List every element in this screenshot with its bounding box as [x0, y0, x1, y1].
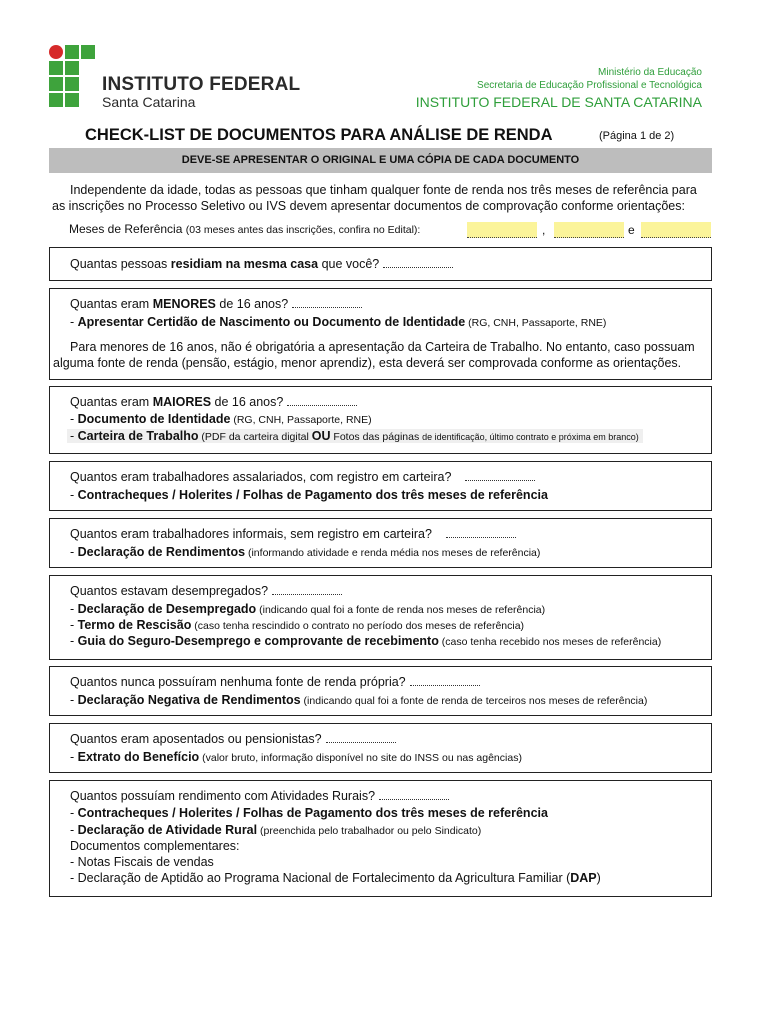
document-name: Termo de Rescisão — [77, 618, 192, 632]
required-document — [70, 315, 606, 329]
question-informal — [70, 527, 516, 541]
required-document — [70, 693, 647, 707]
institute-campus: Santa Catarina — [102, 94, 196, 110]
required-document — [70, 823, 481, 837]
question-text: Quantos nunca possuíram nenhuma fonte de renda própria? — [70, 675, 406, 689]
question-unemployed — [70, 584, 342, 598]
bullet-dash: - — [70, 315, 78, 329]
section-rural — [49, 780, 712, 897]
logo-square — [65, 45, 79, 59]
question-emphasis: MENORES — [152, 297, 216, 311]
question-emphasis: residiam na mesma casa — [170, 257, 319, 271]
logo-red-dot — [49, 45, 63, 59]
question-text: Quantos estavam desempregados? — [70, 584, 269, 598]
intro-text: Independente da idade, todas as pessoas que tinham qualquer fonte de renda nos três meses de referência para as inscrições no Processo Seletivo ou IVS devem apresentar documentos de comprovação conforme orientações: — [52, 183, 697, 213]
logo-square — [65, 93, 79, 107]
minors-note-paragraph: Para menores de 16 anos, não é obrigatória a apresentação da Carteira de Trabalho. No entanto, caso possuam alguma fonte de renda (pensão, estágio, menor aprendiz), esta deverá ser comprovada conforme as orientações. — [53, 340, 695, 370]
logo-square — [65, 61, 79, 75]
months-label: Meses de Referência — [69, 222, 183, 236]
document-note: de identificação, último contrato e próxima em branco) — [422, 432, 639, 442]
question-text: Quantos eram trabalhadores informais, sem registro em carteira? — [70, 527, 432, 541]
answer-field[interactable] — [465, 470, 535, 481]
question-household — [70, 257, 453, 271]
answer-field[interactable] — [446, 527, 516, 538]
question-text: Quantas pessoas — [70, 257, 171, 271]
document-name: Declaração de Rendimentos — [77, 545, 246, 559]
required-document — [70, 634, 661, 648]
document-title: CHECK-LIST DE DOCUMENTOS PARA ANÁLISE DE RENDA — [85, 126, 553, 144]
bullet-dash: - — [70, 693, 78, 707]
required-document — [70, 618, 524, 632]
answer-field[interactable] — [326, 732, 396, 743]
ministry-block — [416, 67, 702, 110]
document-note: (valor bruto, informação disponível no site do INSS ou nas agências) — [199, 752, 522, 764]
document-header — [0, 0, 768, 118]
section-minors — [49, 288, 712, 380]
secretariat-name: Secretaria de Educação Profissional e Tecnológica — [477, 80, 702, 91]
document-name: Declaração de Atividade Rural — [77, 823, 258, 837]
required-document — [70, 806, 548, 820]
bullet-dash: - — [70, 602, 78, 616]
complementary-text: - Declaração de Aptidão ao Programa Nacional de Fortalecimento da Agricultura Familiar ( — [70, 871, 571, 885]
month-field-2[interactable] — [554, 222, 624, 238]
bullet-dash: - — [70, 412, 78, 426]
bullet-dash: - — [70, 545, 78, 559]
question-rural — [70, 789, 449, 803]
answer-field[interactable] — [379, 789, 449, 800]
complementary-emphasis: DAP — [570, 871, 597, 885]
document-note: (indicando qual foi a fonte de renda de terceiros nos meses de referência) — [300, 695, 648, 707]
bullet-dash: - — [70, 488, 78, 502]
document-note: (RG, CNH, Passaporte, RNE) — [230, 414, 372, 426]
section-informal — [49, 518, 712, 568]
document-name: Carteira de Trabalho — [77, 429, 199, 443]
required-document — [70, 602, 545, 616]
intro-paragraph — [52, 182, 712, 214]
question-no-income — [70, 675, 480, 689]
question-text: de 16 anos? — [215, 297, 289, 311]
institute-name: INSTITUTO FEDERAL — [102, 74, 301, 95]
required-document — [70, 545, 540, 559]
document-note: (RG, CNH, Passaporte, RNE) — [465, 317, 607, 329]
complementary-text: ) — [596, 871, 601, 885]
question-retired — [70, 732, 396, 746]
question-text: Quantos eram aposentados ou pensionistas? — [70, 732, 322, 746]
document-note: (preenchida pelo trabalhador ou pelo Sindicato) — [257, 825, 482, 837]
reference-months-row — [69, 222, 420, 240]
ministry-name: Ministério da Educação — [598, 67, 702, 78]
logo-square — [49, 61, 63, 75]
document-name: Guia do Seguro-Desemprego e comprovante de recebimento — [77, 634, 439, 648]
question-text: Quantos possuíam rendimento com Atividades Rurais? — [70, 789, 376, 803]
bullet-dash: - — [70, 618, 78, 632]
page-indicator: (Página 1 de 2) — [599, 130, 675, 142]
answer-field[interactable] — [292, 297, 362, 308]
institute-logo — [49, 45, 95, 107]
document-name: Declaração de Desempregado — [77, 602, 257, 616]
bullet-dash: - — [70, 429, 78, 443]
answer-field[interactable] — [383, 257, 453, 268]
document-note: (indicando qual foi a fonte de renda nos meses de referência) — [256, 604, 546, 616]
document-name: Declaração Negativa de Rendimentos — [77, 693, 301, 707]
document-note: (informando atividade e renda média nos meses de referência) — [245, 547, 541, 559]
document-note-emphasis: OU — [311, 429, 331, 443]
logo-square — [65, 77, 79, 91]
question-salaried — [70, 470, 535, 484]
document-name: Contracheques / Holerites / Folhas de Pagamento dos três meses de referência — [77, 806, 548, 820]
logo-square — [49, 93, 63, 107]
question-text: de 16 anos? — [211, 395, 284, 409]
question-minors — [70, 297, 362, 311]
document-note: (caso tenha recebido nos meses de referência) — [438, 636, 662, 648]
section-no-income — [49, 666, 712, 716]
question-text: que você? — [318, 257, 380, 271]
document-name: Extrato do Benefício — [77, 750, 200, 764]
month-field-1[interactable] — [467, 222, 537, 238]
bullet-dash: - — [70, 634, 78, 648]
required-document — [67, 429, 643, 443]
bullet-dash: - — [70, 823, 78, 837]
institute-full-name: INSTITUTO FEDERAL DE SANTA CATARINA — [415, 94, 702, 110]
months-separator: , — [542, 223, 546, 237]
document-note: (caso tenha rescindido o contrato no período dos meses de referência) — [191, 620, 525, 632]
question-emphasis: MAIORES — [152, 395, 212, 409]
section-salaried — [49, 461, 712, 511]
complementary-item: - Notas Fiscais de vendas — [70, 855, 214, 869]
question-adults — [70, 395, 357, 409]
instruction-banner: DEVE-SE APRESENTAR O ORIGINAL E UMA CÓPIA DE CADA DOCUMENTO — [49, 148, 712, 173]
section-retired — [49, 723, 712, 773]
document-name: Contracheques / Holerites / Folhas de Pagamento dos três meses de referência — [77, 488, 548, 502]
logo-square — [81, 45, 95, 59]
answer-field[interactable] — [410, 675, 480, 686]
month-field-3[interactable] — [641, 222, 711, 238]
months-hint: (03 meses antes das inscrições, confira no Edital): — [185, 224, 421, 236]
required-document — [70, 412, 372, 426]
document-name: Documento de Identidade — [77, 412, 231, 426]
question-text: Quantos eram trabalhadores assalariados, com registro em carteira? — [70, 470, 452, 484]
bullet-dash: - — [70, 806, 78, 820]
answer-field[interactable] — [287, 395, 357, 406]
bullet-dash: - — [70, 750, 78, 764]
months-separator: e — [628, 223, 635, 237]
required-document — [70, 750, 522, 764]
complementary-item — [70, 871, 601, 885]
document-note: Fotos das páginas — [330, 431, 423, 443]
document-name: Apresentar Certidão de Nascimento ou Documento de Identidade — [77, 315, 466, 329]
logo-square — [49, 77, 63, 91]
section-adults — [49, 386, 712, 454]
section-household — [49, 247, 712, 281]
complementary-heading: Documentos complementares: — [70, 839, 240, 853]
question-text: Quantas eram — [70, 297, 153, 311]
answer-field[interactable] — [272, 584, 342, 595]
required-document — [70, 488, 548, 502]
document-note: (PDF da carteira digital — [198, 431, 312, 443]
section-unemployed — [49, 575, 712, 660]
question-text: Quantas eram — [70, 395, 153, 409]
